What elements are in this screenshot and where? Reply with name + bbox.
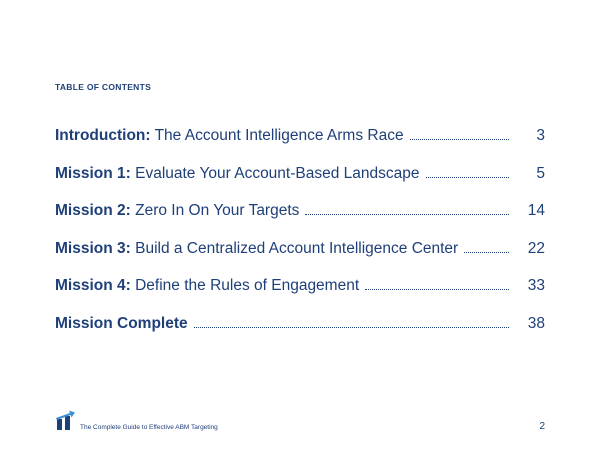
- toc-item-mission-1[interactable]: [55, 164, 545, 183]
- toc-item-mission-4[interactable]: [55, 276, 545, 295]
- toc-item-title: Define the Rules of Engagement: [135, 277, 360, 294]
- toc-item-page: 38: [527, 314, 545, 332]
- toc-item-page: 22: [527, 239, 545, 257]
- dotted-leader: [410, 139, 509, 140]
- page-number: 2: [539, 421, 545, 432]
- toc-item-label: Mission 2:: [55, 202, 131, 219]
- toc-item-mission-3[interactable]: [55, 239, 545, 258]
- toc-item-label: Mission 3:: [55, 239, 131, 257]
- dotted-leader: [426, 177, 510, 178]
- dotted-leader: [365, 289, 509, 290]
- toc-item-label: Introduction:: [55, 127, 151, 144]
- toc-item-mission-complete[interactable]: [55, 314, 545, 333]
- logo-bar-right: [65, 416, 70, 430]
- toc-item-label: Mission 1:: [55, 164, 131, 182]
- bar-chart-arrow-icon: [56, 410, 76, 435]
- dotted-leader: [194, 327, 509, 328]
- toc-item-title: The Account Intelligence Arms Race: [154, 127, 404, 144]
- toc-item-mission-2[interactable]: [55, 201, 545, 220]
- toc-item-page: 5: [536, 164, 545, 182]
- section-label: TABLE OF CONTENTS: [55, 82, 152, 92]
- dotted-leader: [305, 214, 509, 215]
- table-of-contents: [55, 126, 545, 351]
- toc-item-title: Evaluate Your Account-Based Landscape: [135, 164, 420, 182]
- dotted-leader: [464, 252, 509, 253]
- logo-bar-left: [57, 419, 62, 430]
- toc-item-page: 3: [536, 127, 545, 144]
- toc-item-page: 14: [527, 202, 545, 219]
- toc-item-introduction[interactable]: [55, 126, 545, 145]
- footer-document-title: The Complete Guide to Effective ABM Targeting: [80, 424, 218, 431]
- toc-item-page: 33: [527, 277, 545, 294]
- toc-item-label: Mission Complete: [55, 314, 188, 332]
- toc-item-label: Mission 4:: [55, 277, 131, 294]
- toc-item-title: Build a Centralized Account Intelligence Center: [135, 239, 459, 257]
- toc-item-title: Zero In On Your Targets: [135, 202, 300, 219]
